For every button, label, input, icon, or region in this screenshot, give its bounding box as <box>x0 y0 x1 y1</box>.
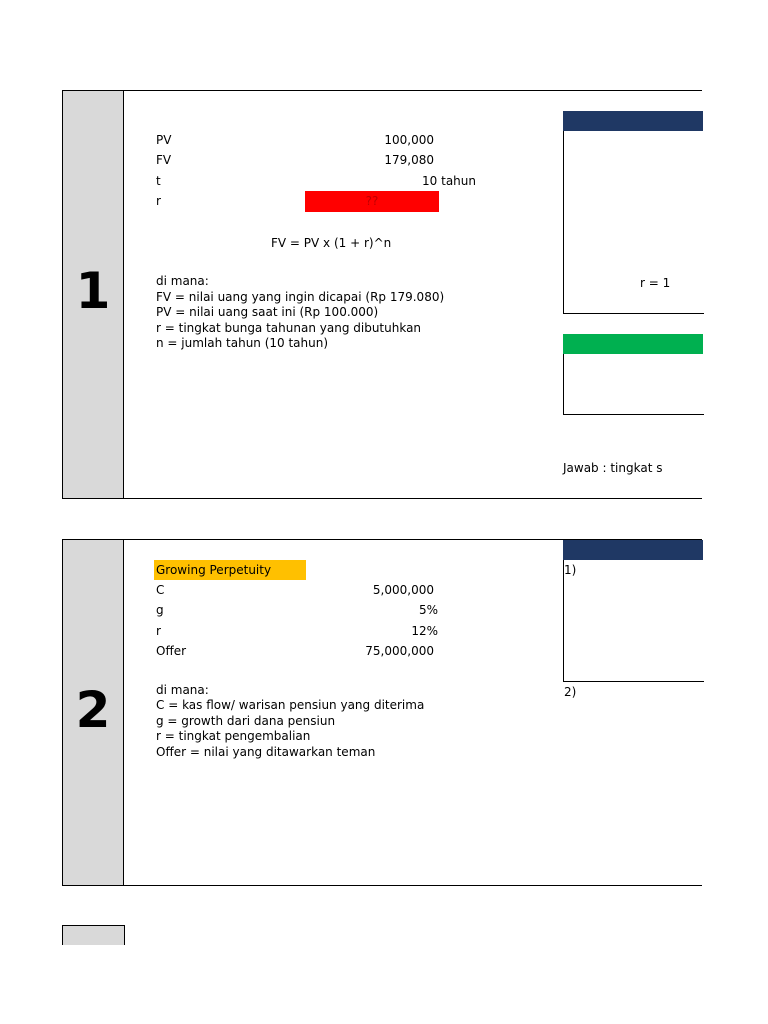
fv-label: FV <box>156 153 172 167</box>
problem-2-section <box>62 539 702 886</box>
answer-header-bar <box>563 334 703 354</box>
g-value[interactable]: 5% <box>418 603 438 617</box>
offer-label: Offer <box>156 644 187 658</box>
r-label: r <box>156 624 161 638</box>
problem-number: 2 <box>75 681 111 739</box>
r-result-partial: r = 1 <box>640 276 671 290</box>
c-value[interactable]: 5,000,000 <box>372 583 434 597</box>
explanation-line-2: FV = nilai uang yang ingin dicapai (Rp 179.080) <box>156 290 445 304</box>
section-title: Growing Perpetuity <box>156 563 272 577</box>
problem-1-section <box>62 90 702 499</box>
solution-box <box>563 560 704 682</box>
pv-value[interactable]: 100,000 <box>384 133 434 147</box>
c-label: C <box>156 583 165 597</box>
formula: FV = PV x (1 + r)^n <box>271 236 392 250</box>
explanation-line-5: n = jumlah tahun (10 tahun) <box>156 336 329 350</box>
t-value[interactable]: 10 tahun <box>422 174 476 188</box>
answer-box <box>563 354 704 415</box>
explanation-line-1: di mana: <box>156 274 209 288</box>
step-2-label: 2) <box>564 685 577 699</box>
explanation-line-1: di mana: <box>156 683 209 697</box>
solution-box <box>563 131 704 314</box>
problem-number: 1 <box>75 262 111 320</box>
step-1-label: 1) <box>564 563 577 577</box>
explanation-line-2: C = kas flow/ warisan pensiun yang diterima <box>156 698 425 712</box>
r-unknown-value: ?? <box>365 194 379 208</box>
solution-header-bar <box>563 111 703 131</box>
r-value[interactable]: 12% <box>411 624 438 638</box>
t-label: t <box>156 174 161 188</box>
explanation-line-4: r = tingkat bunga tahunan yang dibutuhkan <box>156 321 422 335</box>
explanation-line-3: PV = nilai uang saat ini (Rp 100.000) <box>156 305 379 319</box>
offer-value[interactable]: 75,000,000 <box>365 644 434 658</box>
explanation-line-4: r = tingkat pengembalian <box>156 729 311 743</box>
solution-header-bar <box>563 540 703 560</box>
problem-3-section-top <box>62 925 125 945</box>
g-label: g <box>156 603 164 617</box>
r-label: r <box>156 194 161 208</box>
explanation-line-3: g = growth dari dana pensiun <box>156 714 336 728</box>
explanation-line-5: Offer = nilai yang ditawarkan teman <box>156 745 376 759</box>
answer-text: Jawab : tingkat s <box>563 461 663 475</box>
pv-label: PV <box>156 133 172 147</box>
fv-value[interactable]: 179,080 <box>384 153 434 167</box>
